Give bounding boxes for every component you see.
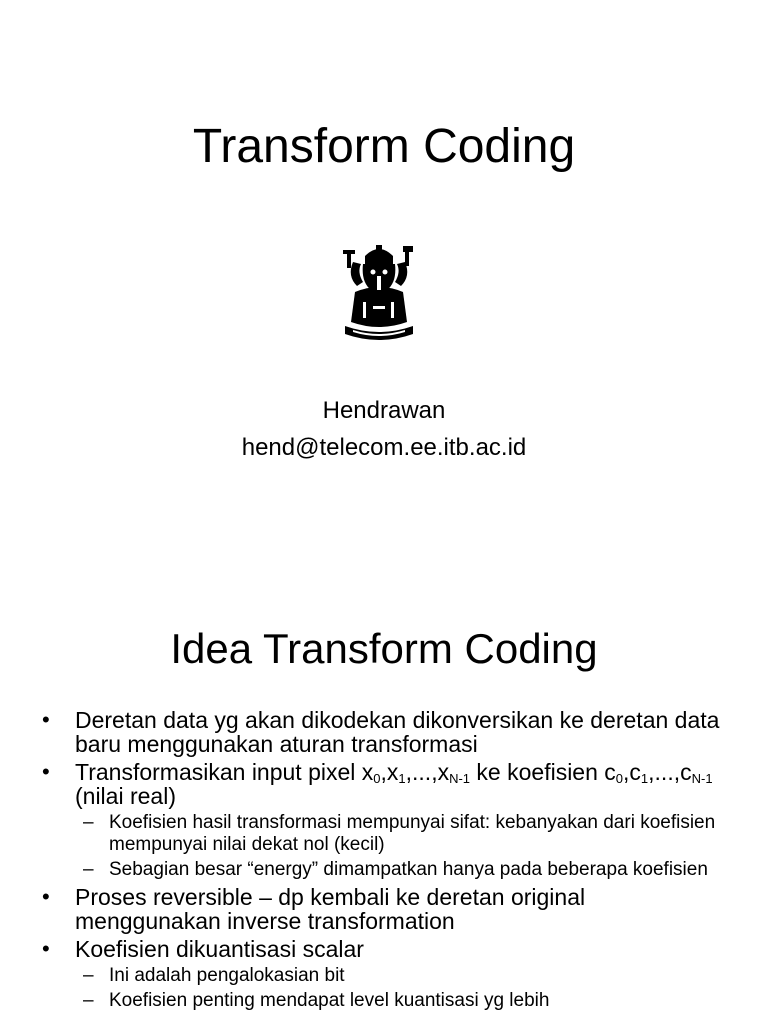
sub-list-item [75, 990, 728, 1012]
list-item-text: Koefisien dikuantisasi scalar [75, 936, 364, 962]
sub-list-item-text: Ini adalah pengalokasian bit [109, 965, 345, 986]
list-item [0, 937, 768, 1012]
dash-icon: – [83, 990, 94, 1011]
itb-ganesha-logo-icon [343, 242, 415, 346]
slide-title: Transform Coding [192, 120, 576, 173]
bullet-icon: • [42, 936, 50, 961]
bullet-list [0, 708, 768, 1016]
content-slide [0, 580, 768, 1024]
list-item-text: Proses reversible – dp kembali ke deretan original menggunakan inverse transformation [75, 884, 586, 934]
dash-icon: – [83, 859, 94, 880]
sub-list [75, 965, 728, 1012]
dash-icon: – [83, 812, 94, 833]
sub-list-item-text: Koefisien hasil transformasi mempunyai sifat: kebanyakan dari koefisien mempunyai nilai dekat nol (kecil) [109, 812, 716, 855]
sub-list-item [75, 812, 728, 856]
sub-list-item-text: Koefisien penting mendapat level kuantisasi yg lebih [109, 990, 550, 1011]
sub-list-item-text: Sebagian besar “energy” dimampatkan hanya pada beberapa koefisien [109, 859, 708, 880]
author-email: hend@telecom.ee.itb.ac.id [241, 434, 527, 461]
sub-list-item [75, 965, 728, 987]
list-item [0, 708, 768, 756]
list-item-text: Transformasikan input pixel $x_0,x_1,...,x_{N-1}$ ke koefisien $c_0,c_1,...,c_{N-1}$ (nilai real) [75, 759, 713, 809]
author-name: Hendrawan [322, 397, 446, 424]
dash-icon: – [83, 965, 94, 986]
list-item [0, 760, 768, 881]
bullet-icon: • [42, 884, 50, 909]
bullet-icon: • [42, 707, 50, 732]
slide-title: Idea Transform Coding [170, 625, 598, 672]
list-item [0, 885, 768, 933]
sub-list-item [75, 859, 728, 881]
bullet-icon: • [42, 759, 50, 784]
list-item-text: Deretan data yg akan dikodekan dikonversikan ke deretan data baru menggunakan aturan transformasi [75, 707, 720, 757]
sub-list [75, 812, 728, 881]
